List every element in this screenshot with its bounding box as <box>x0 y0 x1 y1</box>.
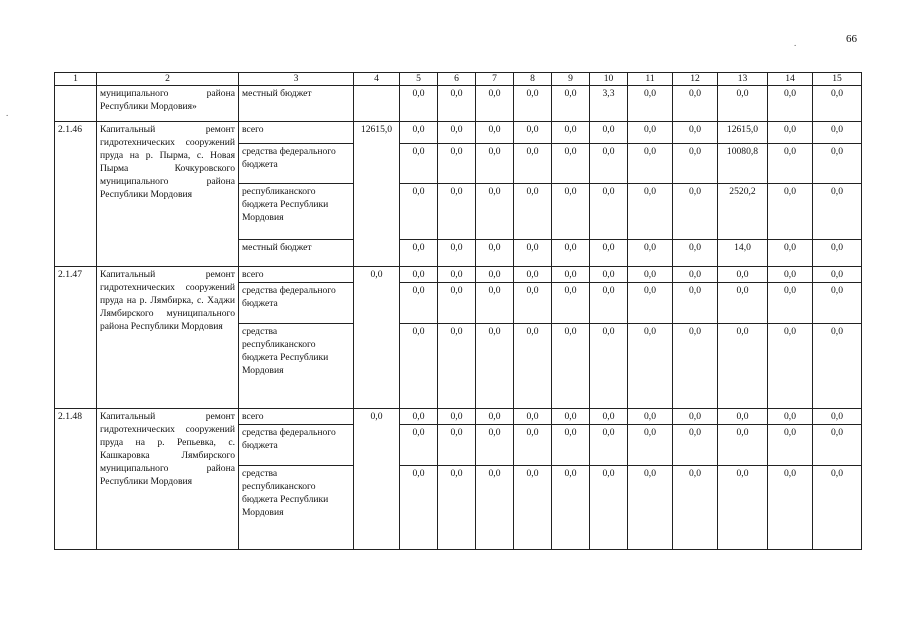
value-cell: 0,0 <box>438 324 476 409</box>
value-cell: 0,0 <box>514 283 552 324</box>
column-number: 5 <box>400 73 438 86</box>
value-cell: 0,0 <box>590 184 628 240</box>
value-cell: 0,0 <box>768 425 813 466</box>
column-number: 11 <box>628 73 673 86</box>
value-cell: 0,0 <box>552 466 590 550</box>
total-cell: 12615,0 <box>354 122 400 267</box>
total-cell: 0,0 <box>354 409 400 550</box>
column-number: 7 <box>476 73 514 86</box>
value-cell: 0,0 <box>813 86 862 122</box>
value-cell: 0,0 <box>552 240 590 267</box>
value-cell: 0,0 <box>514 184 552 240</box>
value-cell: 0,0 <box>673 122 718 144</box>
value-cell: 0,0 <box>400 86 438 122</box>
value-cell: 0,0 <box>552 267 590 283</box>
value-cell: 0,0 <box>514 324 552 409</box>
value-cell: 0,0 <box>813 409 862 425</box>
value-cell: 0,0 <box>813 425 862 466</box>
value-cell: 10080,8 <box>718 144 768 184</box>
funding-source-cell: средства федерального бюджета <box>239 283 354 324</box>
column-number: 14 <box>768 73 813 86</box>
value-cell: 0,0 <box>438 425 476 466</box>
value-cell: 2520,2 <box>718 184 768 240</box>
value-cell: 0,0 <box>590 240 628 267</box>
value-cell: 0,0 <box>673 466 718 550</box>
column-number: 8 <box>514 73 552 86</box>
value-cell: 0,0 <box>718 324 768 409</box>
value-cell: 0,0 <box>628 324 673 409</box>
value-cell: 0,0 <box>476 425 514 466</box>
value-cell: 0,0 <box>718 409 768 425</box>
value-cell: 0,0 <box>813 122 862 144</box>
funding-source-cell: средства республиканского бюджета Республики Мордовия <box>239 466 354 550</box>
value-cell: 0,0 <box>628 409 673 425</box>
value-cell: 0,0 <box>628 240 673 267</box>
value-cell: 14,0 <box>718 240 768 267</box>
funding-source-cell: местный бюджет <box>239 86 354 122</box>
column-number: 1 <box>55 73 97 86</box>
value-cell: 0,0 <box>438 283 476 324</box>
row-index-cell <box>55 86 97 122</box>
value-cell: 0,0 <box>476 267 514 283</box>
column-number: 10 <box>590 73 628 86</box>
value-cell: 0,0 <box>628 86 673 122</box>
value-cell: 0,0 <box>400 144 438 184</box>
value-cell: 0,0 <box>438 122 476 144</box>
value-cell: 0,0 <box>514 86 552 122</box>
row-index-cell: 2.1.47 <box>55 267 97 409</box>
value-cell: 0,0 <box>673 425 718 466</box>
column-number: 12 <box>673 73 718 86</box>
value-cell: 0,0 <box>552 409 590 425</box>
value-cell: 0,0 <box>438 184 476 240</box>
value-cell: 0,0 <box>813 466 862 550</box>
row-index-cell: 2.1.48 <box>55 409 97 550</box>
value-cell: 0,0 <box>476 122 514 144</box>
value-cell: 12615,0 <box>718 122 768 144</box>
value-cell: 0,0 <box>514 240 552 267</box>
funding-source-cell: средства федерального бюджета <box>239 144 354 184</box>
value-cell: 0,0 <box>628 122 673 144</box>
value-cell: 0,0 <box>718 425 768 466</box>
funding-source-cell: местный бюджет <box>239 240 354 267</box>
total-cell: 0,0 <box>354 267 400 409</box>
value-cell: 0,0 <box>768 122 813 144</box>
value-cell: 0,0 <box>438 466 476 550</box>
value-cell: 0,0 <box>673 86 718 122</box>
column-number: 15 <box>813 73 862 86</box>
value-cell: 3,3 <box>590 86 628 122</box>
value-cell: 0,0 <box>768 324 813 409</box>
value-cell: 0,0 <box>514 122 552 144</box>
value-cell: 0,0 <box>438 409 476 425</box>
value-cell: 0,0 <box>628 184 673 240</box>
value-cell: 0,0 <box>673 283 718 324</box>
funding-source-cell: всего <box>239 409 354 425</box>
total-cell <box>354 86 400 122</box>
value-cell: 0,0 <box>768 283 813 324</box>
column-number: 3 <box>239 73 354 86</box>
value-cell: 0,0 <box>552 324 590 409</box>
value-cell: 0,0 <box>590 324 628 409</box>
table-row <box>55 267 862 283</box>
value-cell: 0,0 <box>514 466 552 550</box>
stray-mark: . <box>6 108 9 118</box>
value-cell: 0,0 <box>590 409 628 425</box>
column-number: 2 <box>97 73 239 86</box>
value-cell: 0,0 <box>768 184 813 240</box>
value-cell: 0,0 <box>400 324 438 409</box>
value-cell: 0,0 <box>768 267 813 283</box>
value-cell: 0,0 <box>400 122 438 144</box>
value-cell: 0,0 <box>476 409 514 425</box>
value-cell: 0,0 <box>514 425 552 466</box>
row-index-cell: 2.1.46 <box>55 122 97 267</box>
value-cell: 0,0 <box>590 122 628 144</box>
measure-name-cell: Капитальный ремонт гидротехнических сооружений пруда на р. Пырма, с. Новая Пырма Кочкуровского муниципального района Республики Мордовия <box>97 122 239 267</box>
value-cell: 0,0 <box>476 86 514 122</box>
value-cell: 0,0 <box>438 240 476 267</box>
value-cell: 0,0 <box>552 184 590 240</box>
value-cell: 0,0 <box>768 466 813 550</box>
value-cell: 0,0 <box>673 409 718 425</box>
budget-table <box>54 72 862 550</box>
value-cell: 0,0 <box>590 425 628 466</box>
value-cell: 0,0 <box>552 144 590 184</box>
value-cell: 0,0 <box>438 144 476 184</box>
measure-name-cell: муниципального района Республики Мордовия» <box>97 86 239 122</box>
value-cell: 0,0 <box>514 267 552 283</box>
column-number: 6 <box>438 73 476 86</box>
value-cell: 0,0 <box>628 283 673 324</box>
value-cell: 0,0 <box>768 86 813 122</box>
value-cell: 0,0 <box>476 144 514 184</box>
value-cell: 0,0 <box>813 283 862 324</box>
value-cell: 0,0 <box>813 267 862 283</box>
value-cell: 0,0 <box>768 240 813 267</box>
value-cell: 0,0 <box>813 324 862 409</box>
funding-source-cell: всего <box>239 122 354 144</box>
value-cell: 0,0 <box>590 283 628 324</box>
value-cell: 0,0 <box>552 425 590 466</box>
value-cell: 0,0 <box>673 144 718 184</box>
table-row <box>55 409 862 425</box>
value-cell: 0,0 <box>476 283 514 324</box>
value-cell: 0,0 <box>400 283 438 324</box>
value-cell: 0,0 <box>552 86 590 122</box>
continuation-row <box>55 86 862 122</box>
column-numbers-row <box>55 73 862 86</box>
value-cell: 0,0 <box>476 240 514 267</box>
value-cell: 0,0 <box>768 409 813 425</box>
funding-source-cell: средства федерального бюджета <box>239 425 354 466</box>
value-cell: 0,0 <box>718 466 768 550</box>
value-cell: 0,0 <box>813 184 862 240</box>
value-cell: 0,0 <box>552 122 590 144</box>
column-number: 13 <box>718 73 768 86</box>
value-cell: 0,0 <box>476 466 514 550</box>
value-cell: 0,0 <box>590 267 628 283</box>
funding-source-cell: республиканского бюджета Республики Мордовия <box>239 184 354 240</box>
value-cell: 0,0 <box>673 184 718 240</box>
value-cell: 0,0 <box>813 240 862 267</box>
value-cell: 0,0 <box>718 267 768 283</box>
value-cell: 0,0 <box>768 144 813 184</box>
funding-source-cell: всего <box>239 267 354 283</box>
value-cell: 0,0 <box>590 466 628 550</box>
value-cell: 0,0 <box>438 267 476 283</box>
value-cell: 0,0 <box>673 267 718 283</box>
value-cell: 0,0 <box>476 184 514 240</box>
value-cell: 0,0 <box>400 425 438 466</box>
value-cell: 0,0 <box>718 86 768 122</box>
funding-source-cell: средства республиканского бюджета Республики Мордовия <box>239 324 354 409</box>
value-cell: 0,0 <box>400 466 438 550</box>
table-body <box>55 73 862 550</box>
value-cell: 0,0 <box>673 240 718 267</box>
value-cell: 0,0 <box>438 86 476 122</box>
value-cell: 0,0 <box>718 283 768 324</box>
stray-mark: . <box>794 38 797 48</box>
value-cell: 0,0 <box>400 267 438 283</box>
value-cell: 0,0 <box>590 144 628 184</box>
measure-name-cell: Капитальный ремонт гидротехнических сооружений пруда на р. Лямбирка, с. Хаджи Лямбирского муниципального района Республики Мордовия <box>97 267 239 409</box>
measure-name-cell: Капитальный ремонт гидротехнических сооружений пруда на р. Репьевка, с. Кашкаровка Лямбирского муниципального района Республики Мордовия <box>97 409 239 550</box>
value-cell: 0,0 <box>400 409 438 425</box>
value-cell: 0,0 <box>476 324 514 409</box>
page-number: 66 <box>846 33 857 45</box>
value-cell: 0,0 <box>813 144 862 184</box>
value-cell: 0,0 <box>628 144 673 184</box>
value-cell: 0,0 <box>514 144 552 184</box>
value-cell: 0,0 <box>514 409 552 425</box>
column-number: 4 <box>354 73 400 86</box>
table-row <box>55 122 862 144</box>
value-cell: 0,0 <box>628 466 673 550</box>
value-cell: 0,0 <box>552 283 590 324</box>
value-cell: 0,0 <box>673 324 718 409</box>
value-cell: 0,0 <box>400 184 438 240</box>
value-cell: 0,0 <box>400 240 438 267</box>
value-cell: 0,0 <box>628 425 673 466</box>
value-cell: 0,0 <box>628 267 673 283</box>
column-number: 9 <box>552 73 590 86</box>
